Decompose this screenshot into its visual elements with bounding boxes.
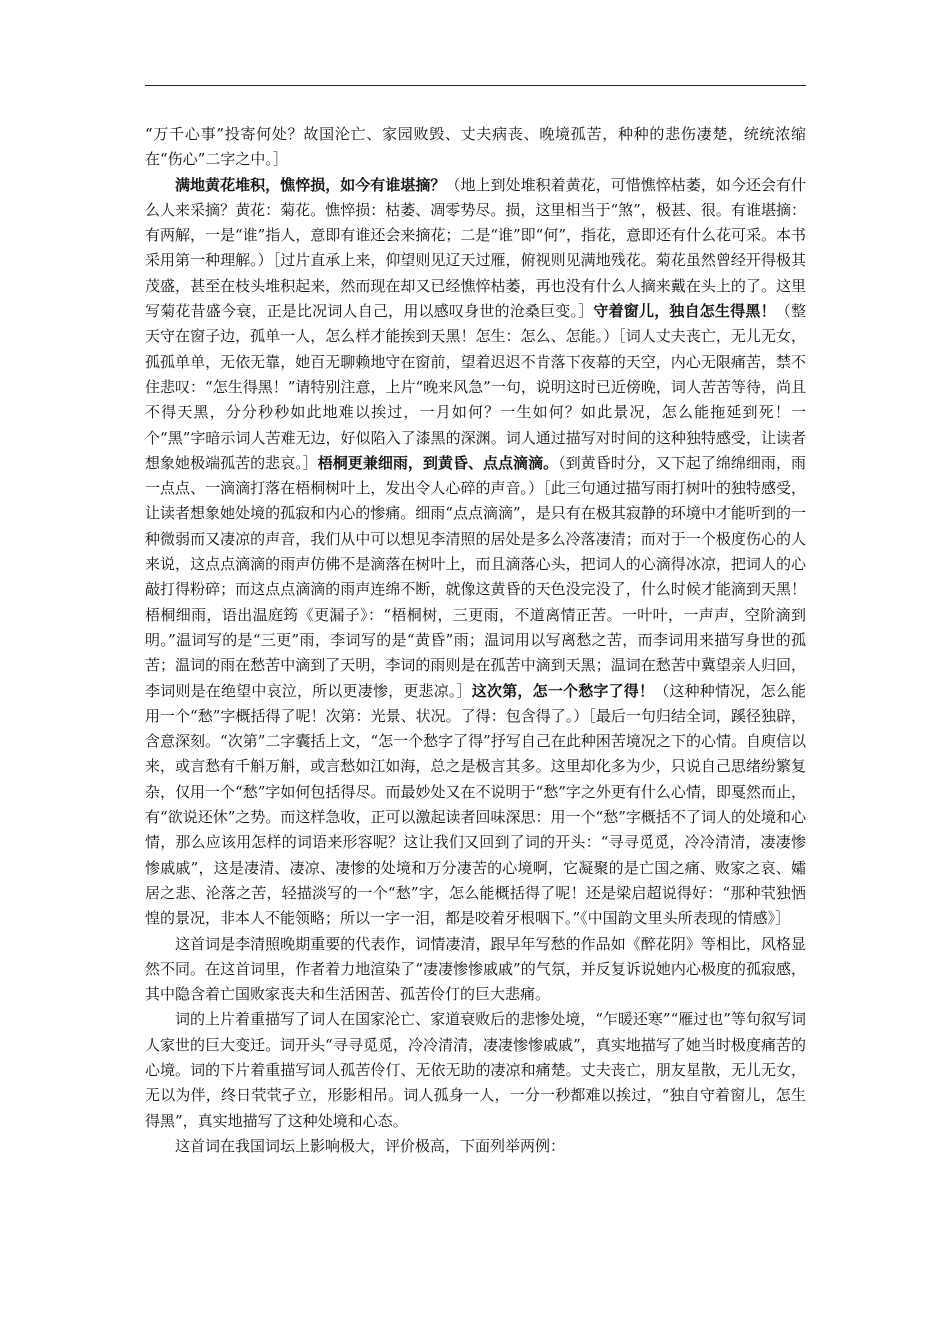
paragraph-summary xyxy=(145,932,806,1008)
body-text xyxy=(145,122,806,1159)
text-segment: “万千心事”投寄何处？故国沦亡、家园败毁、丈夫病丧、晚境孤苦，种种的悲伤凄楚，统统浓缩在“伤心”二字之中。］ xyxy=(145,125,806,169)
poem-line-bold: 满地黄花堆积，憔悴损，如今有谁堪摘？ xyxy=(175,175,446,194)
paragraph-annotation xyxy=(145,173,806,932)
text-segment: 这首词在我国词坛上影响极大，评价极高，下面列举两例： xyxy=(175,1136,566,1155)
text-segment: （这种种情况，怎么能用一个“愁”字概括得了呢！次第：光景、状况。了得：包含得了。）［最后一句归结全词，蹊径独辟，含意深刻。“次第”二字囊括上文，“怎一个愁字了得”抒写自己在此种困苦境况之下的心情。自庾信以来，或言愁有千斛万斛，或言愁如江如海，总之是极言其多。这里却化多为少，只说自己思绪纷繁复杂，仅用一个“愁”字如何包括得尽。而最妙处又在不说明于“愁”字之外更有什么心情，即戛然而止，有“欲说还休”之势。而这样急收，正可以激起读者回味深思：用一个“愁”字概括不了词人的处境和心情，那么应该用怎样的词语来形容呢？这让我们又回到了词的开头：“寻寻觅觅，冷冷清清，凄凄惨惨戚戚”，这是凄清、凄凉、凄惨的处境和万分凄苦的心境啊，它凝聚的是亡国之痛、败家之哀、孀居之悲、沦落之苦，轻描淡写的一个“愁”字，怎么能概括得了呢！还是梁启超说得好：“那种茕独恓惶的景况，非本人不能领略；所以一字一泪，都是咬着牙根咽下。”《中国韵文里头所表现的情感》］ xyxy=(145,681,806,928)
text-segment: （到黄昏时分，又下起了绵绵细雨，雨一点点、一滴滴打落在梧桐树叶上，发出令人心碎的声音。）［此三句通过描写雨打树叶的独特感受，让读者想象她处境的孤寂和内心的惨痛。细雨“点点滴滴”，是只有在极其寂静的环境中才能听到的一种微弱而又凄凉的声音，我们从中可以想见李清照的居处是多么冷落凄清；而对于一个极度伤心的人来说，这点点滴滴的雨声仿佛不是滴落在树叶上，而且滴落心头，把词人的心滴得冰凉，把词人的心敲打得粉碎；而这点点滴滴的雨声连绵不断，就像这黄昏的天色没完没了，什么时候才能滴到天黑！梧桐细雨，语出温庭筠《更漏子》：“梧桐树，三更雨，不道离情正苦。一叶叶，一声声，空阶滴到明。”温词写的是“三更”雨，李词写的是“黄昏”雨；温词用以写离愁之苦，而李词用来描写身世的孤苦；温词的雨在愁苦中滴到了天明，李词的雨则是在孤苦中滴到天黑；温词在愁苦中冀望亲人归回，李词则是在绝望中哀泣，所以更凄惨，更悲凉。］ xyxy=(145,453,806,700)
text-segment: 词的上片着重描写了词人在国家沦亡、家道衰败后的悲惨处境，“乍暖还寒”“雁过也”等句叙写词人家世的巨大变迁。词开头“寻寻觅觅，冷冷清清，凄凄惨惨戚戚”，真实地描写了她当时极度痛苦的心境。词的下片着重描写词人孤苦伶仃、无依无助的凄凉和痛楚。丈夫丧亡，朋友星散，无儿无女，无以为伴，终日茕茕孑立，形影相吊。词人孤身一人，一分一秒都难以挨过，“独自守着窗儿，怎生得黑”，真实地描写了这种处境和心态。 xyxy=(145,1010,806,1130)
poem-line-bold: 守着窗儿，独自怎生得黑！ xyxy=(593,302,776,321)
header-rule xyxy=(145,85,806,86)
paragraph-intro-tail xyxy=(145,122,806,173)
poem-line-bold: 梧桐更兼细雨，到黄昏、点点滴滴。 xyxy=(317,453,559,472)
text-segment: 这首词是李清照晚期重要的代表作，词情凄清，跟早年写愁的作品如《醉花阴》等相比，风格显然不同。在这首词里，作者着力地渲染了“凄凄惨惨戚戚”的气氛，并反复诉说她内心极度的孤寂感，其中隐含着亡国败家丧夫和生活困苦、孤苦伶仃的巨大悲痛。 xyxy=(145,934,806,1004)
poem-line-bold: 这次第，怎一个愁字了得！ xyxy=(471,681,655,700)
paragraph-influence xyxy=(145,1134,806,1159)
text-segment: （整天守在窗子边，孤单一人，怎么样才能挨到天黑！怎生：怎么、怎能。）［词人丈夫丧亡，无儿无女，孤孤单单，无依无靠，她百无聊赖地守在窗前，望着迟迟不肯落下夜幕的天空，内心无限痛苦，禁不住悲叹：“怎生得黑！”请特别注意，上片“晚来风急”一句，说明这时已近傍晚，词人苦苦等待，尚且不得天黑，分分秒秒如此地难以挨过，一月如何？一生如何？如此景况，怎么能拖延到死！一个“黑”字暗示词人苦难无边，好似陷入了漆黑的深渊。词人通过描写对时间的这种独特感受，让读者想象她极端孤苦的悲哀。］ xyxy=(145,302,806,472)
text-segment: （地上到处堆积着黄花，可惜憔悴枯萎，如今还会有什么人来采摘？黄花：菊花。憔悴损：枯萎、凋零势尽。损，这里相当于“煞”，极甚、很。有谁堪摘：有两解，一是“谁”指人，意即有谁还会来摘花；二是“谁”即“何”，指花，意即还有什么花可采。本书采用第一种理解。）［过片直承上来，仰望则见辽天过雁，俯视则见满地残花。菊花虽然曾经开得极其茂盛，甚至在枝头堆积起来，然而现在却又已经憔悴枯萎，再也没有什么人摘来戴在头上的了。这里写菊花昔盛今衰，正是比况词人自己，用以感叹身世的沧桑巨变。］ xyxy=(145,175,807,321)
paragraph-analysis xyxy=(145,1007,806,1133)
